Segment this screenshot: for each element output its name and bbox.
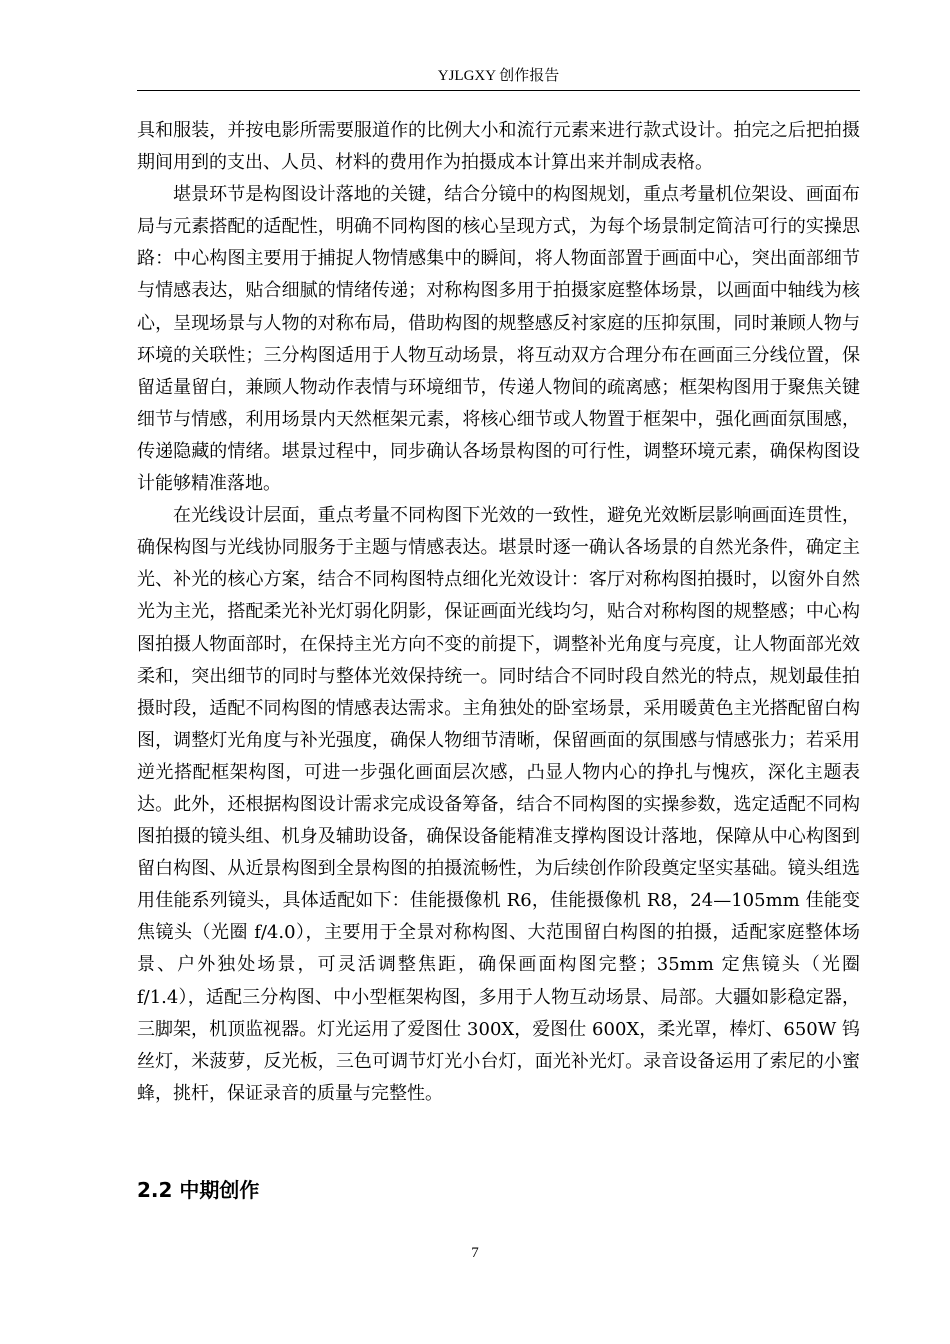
section-heading: 2.2 中期创作 (137, 1178, 260, 1202)
paragraph-lighting: 在光线设计层面，重点考量不同构图下光效的一致性，避免光效断层影响画面连贯性，确保构图与光线协同服务于主题与情感表达。堪景时逐一确认各场景的自然光条件，确定主光、补光的核心方案，结合不同构图特点细化光效设计：客厅对称构图拍摄时，以窗外自然光为主光，搭配柔光补光灯弱化阴影，保证画面光线均匀，贴合对称构图的规整感；中心构图拍摄人物面部时，在保持主光方向不变的前提下，调整补光角度与亮度，让人物面部光效柔和，突出细节的同时与整体光效保持统一。同时结合不同时段自然光的特点，规划最佳拍摄时段，适配不同构图的情感表达需求。主角独处的卧室场景，采用暖黄色主光搭配留白构图，调整灯光角度与补光强度，确保人物细节清晰，保留画面的氛围感与情感张力；若采用逆光搭配框架构图，可进一步强化画面层次感，凸显人物内心的挣扎与愧疚，深化主题表达。此外，还根据构图设计需求完成设备筹备，结合不同构图的实操参数，选定适配不同构图拍摄的镜头组、机身及辅助设备，确保设备能精准支撑构图设计落地，保障从中心构图到留白构图、从近景构图到全景构图的拍摄流畅性，为后续创作阶段奠定坚实基础。镜头组选用佳能系列镜头，具体适配如下：佳能摄像机 R6，佳能摄像机 R8，24—105mm 佳能变焦镜头（光圈 f/4.0），主要用于全景对称构图、大范围留白构图的拍摄，适配家庭整体场景、户外独处场景，可灵活调整焦距，确保画面构图完整；35mm 定焦镜头（光圈 f/1.4），适配三分构图、中小型框架构图，多用于人物互动场景、局部。大疆如影稳定器，三脚架，机顶监视器。灯光运用了爱图仕 300X，爱图仕 600X，柔光罩，棒灯、650W 钨丝灯，米菠萝，反光板，三色可调节灯光小台灯，面光补光灯。录音设备运用了索尼的小蜜蜂，挑杆，保证录音的质量与完整性。 (137, 505, 860, 1104)
page-number: 7 (471, 1245, 479, 1261)
header-divider (137, 90, 860, 91)
paragraph-scouting: 堪景环节是构图设计落地的关键，结合分镜中的构图规划，重点考量机位架设、画面布局与元素搭配的适配性，明确不同构图的核心呈现方式，为每个场景制定简洁可行的实操思路：中心构图主要用于捕捉人物情感集中的瞬间，将人物面部置于画面中心，突出面部细节与情感表达，贴合细腻的情绪传递；对称构图多用于拍摄家庭整体场景，以画面中轴线为核心，呈现场景与人物的对称布局，借助构图的规整感反衬家庭的压抑氛围，同时兼顾人物与环境的关联性；三分构图适用于人物互动场景，将互动双方合理分布在画面三分线位置，保留适量留白，兼顾人物动作表情与环境细节，传递人物间的疏离感；框架构图用于聚焦关键细节与情感，利用场景内天然框架元素，将核心细节或人物置于框架中，强化画面氛围感，传递隐藏的情绪。堪景过程中，同步确认各场景构图的可行性，调整环境元素，确保构图设计能够精准落地。 (137, 184, 860, 495)
body-text (137, 115, 860, 1110)
paragraph-continuation: 具和服装，并按电影所需要服道作的比例大小和流行元素来进行款式设计。拍完之后把拍摄期间用到的支出、人员、材料的费用作为拍摄成本计算出来并制成表格。 (137, 120, 860, 174)
page-header: YJLGXY 创作报告 (437, 68, 560, 84)
